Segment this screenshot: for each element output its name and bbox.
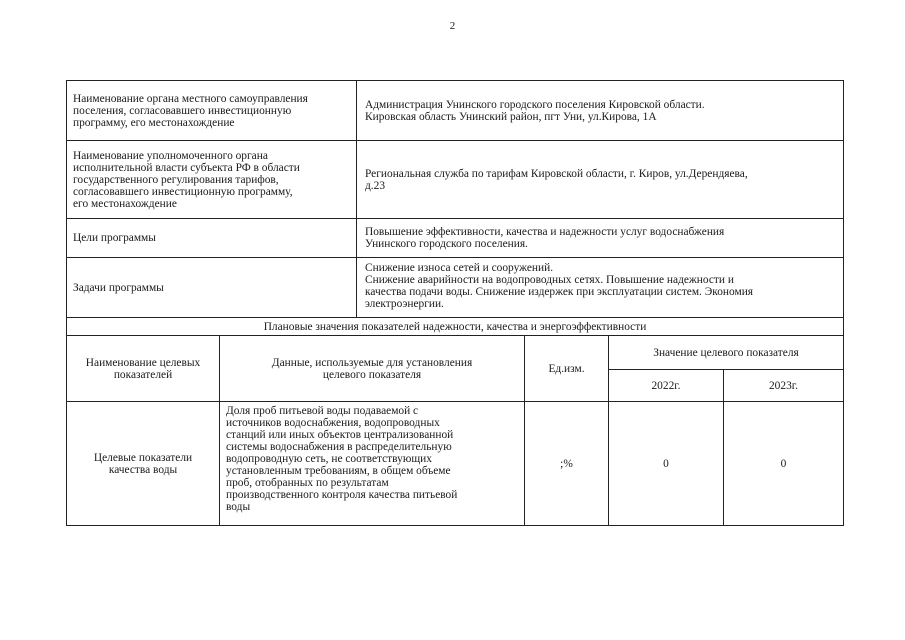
header-year-2023: 2023г.	[768, 379, 798, 392]
table-row	[67, 141, 843, 219]
header-target-value: Значение целевого показателя	[653, 346, 799, 359]
row-label-goals: Цели программы	[67, 219, 357, 257]
row-value-tasks: Снижение износа сетей и сооружений. Снижение аварийности на водопроводных сетях. Повышение надежности и качества подачи воды. Снижение издержек при эксплуатации систем. Экономия электроэнергии.	[365, 262, 754, 310]
table-row	[67, 219, 843, 258]
row-value-tariff-authority: Региональная служба по тарифам Кировской области, г. Киров, ул.Дерендяева, д.23	[365, 167, 748, 192]
row-label-tasks: Задачи программы	[67, 258, 357, 317]
header-year-2022: 2022г.	[651, 379, 681, 392]
table-row	[67, 81, 843, 141]
section-title: Плановые значения показателей надежности, качества и энергоэффективности	[263, 320, 647, 333]
header-source-data: Данные, используемые для установления целевого показателя	[271, 356, 473, 381]
header-unit: Ед.изм.	[548, 362, 585, 375]
table-row	[67, 258, 843, 318]
program-table	[66, 80, 844, 526]
page-number: 2	[449, 20, 456, 32]
row-label-municipal-body: Наименование органа местного самоуправления поселения, согласовавшего инвестиционную программу, его местонахождение	[67, 81, 357, 140]
cell-unit: ;%	[560, 457, 573, 470]
row-value-municipal-body: Администрация Унинского городского поселения Кировской области. Кировская область Унинский район, пгт Уни, ул.Кирова, 1А	[365, 98, 705, 123]
table-row	[67, 318, 843, 336]
cell-source-data: Доля проб питьевой воды подаваемой с источников водоснабжения, водопроводных станций или иных объектов централизованной системы водоснабжения в распределительную водопроводную сеть, не соответствующих установленным требованиям, в общем объеме проб, отобранных по результатам производственного контроля качества питьевой воды	[226, 405, 458, 513]
indicator-table	[67, 336, 843, 525]
cell-value-2022: 0	[663, 457, 669, 470]
header-target-name: Наименование целевых показателей	[85, 356, 201, 381]
row-value-goals: Повышение эффективности, качества и надежности услуг водоснабжения Унинского городского поселения.	[365, 226, 725, 250]
row-label-tariff-authority: Наименование уполномоченного органа исполнительной власти субъекта РФ в области государственного регулирования тарифов, согласовавшего инвестиционную программу, его местонахождение	[67, 141, 357, 218]
cell-target-name: Целевые показатели качества воды	[93, 451, 193, 476]
cell-value-2023: 0	[780, 457, 787, 470]
